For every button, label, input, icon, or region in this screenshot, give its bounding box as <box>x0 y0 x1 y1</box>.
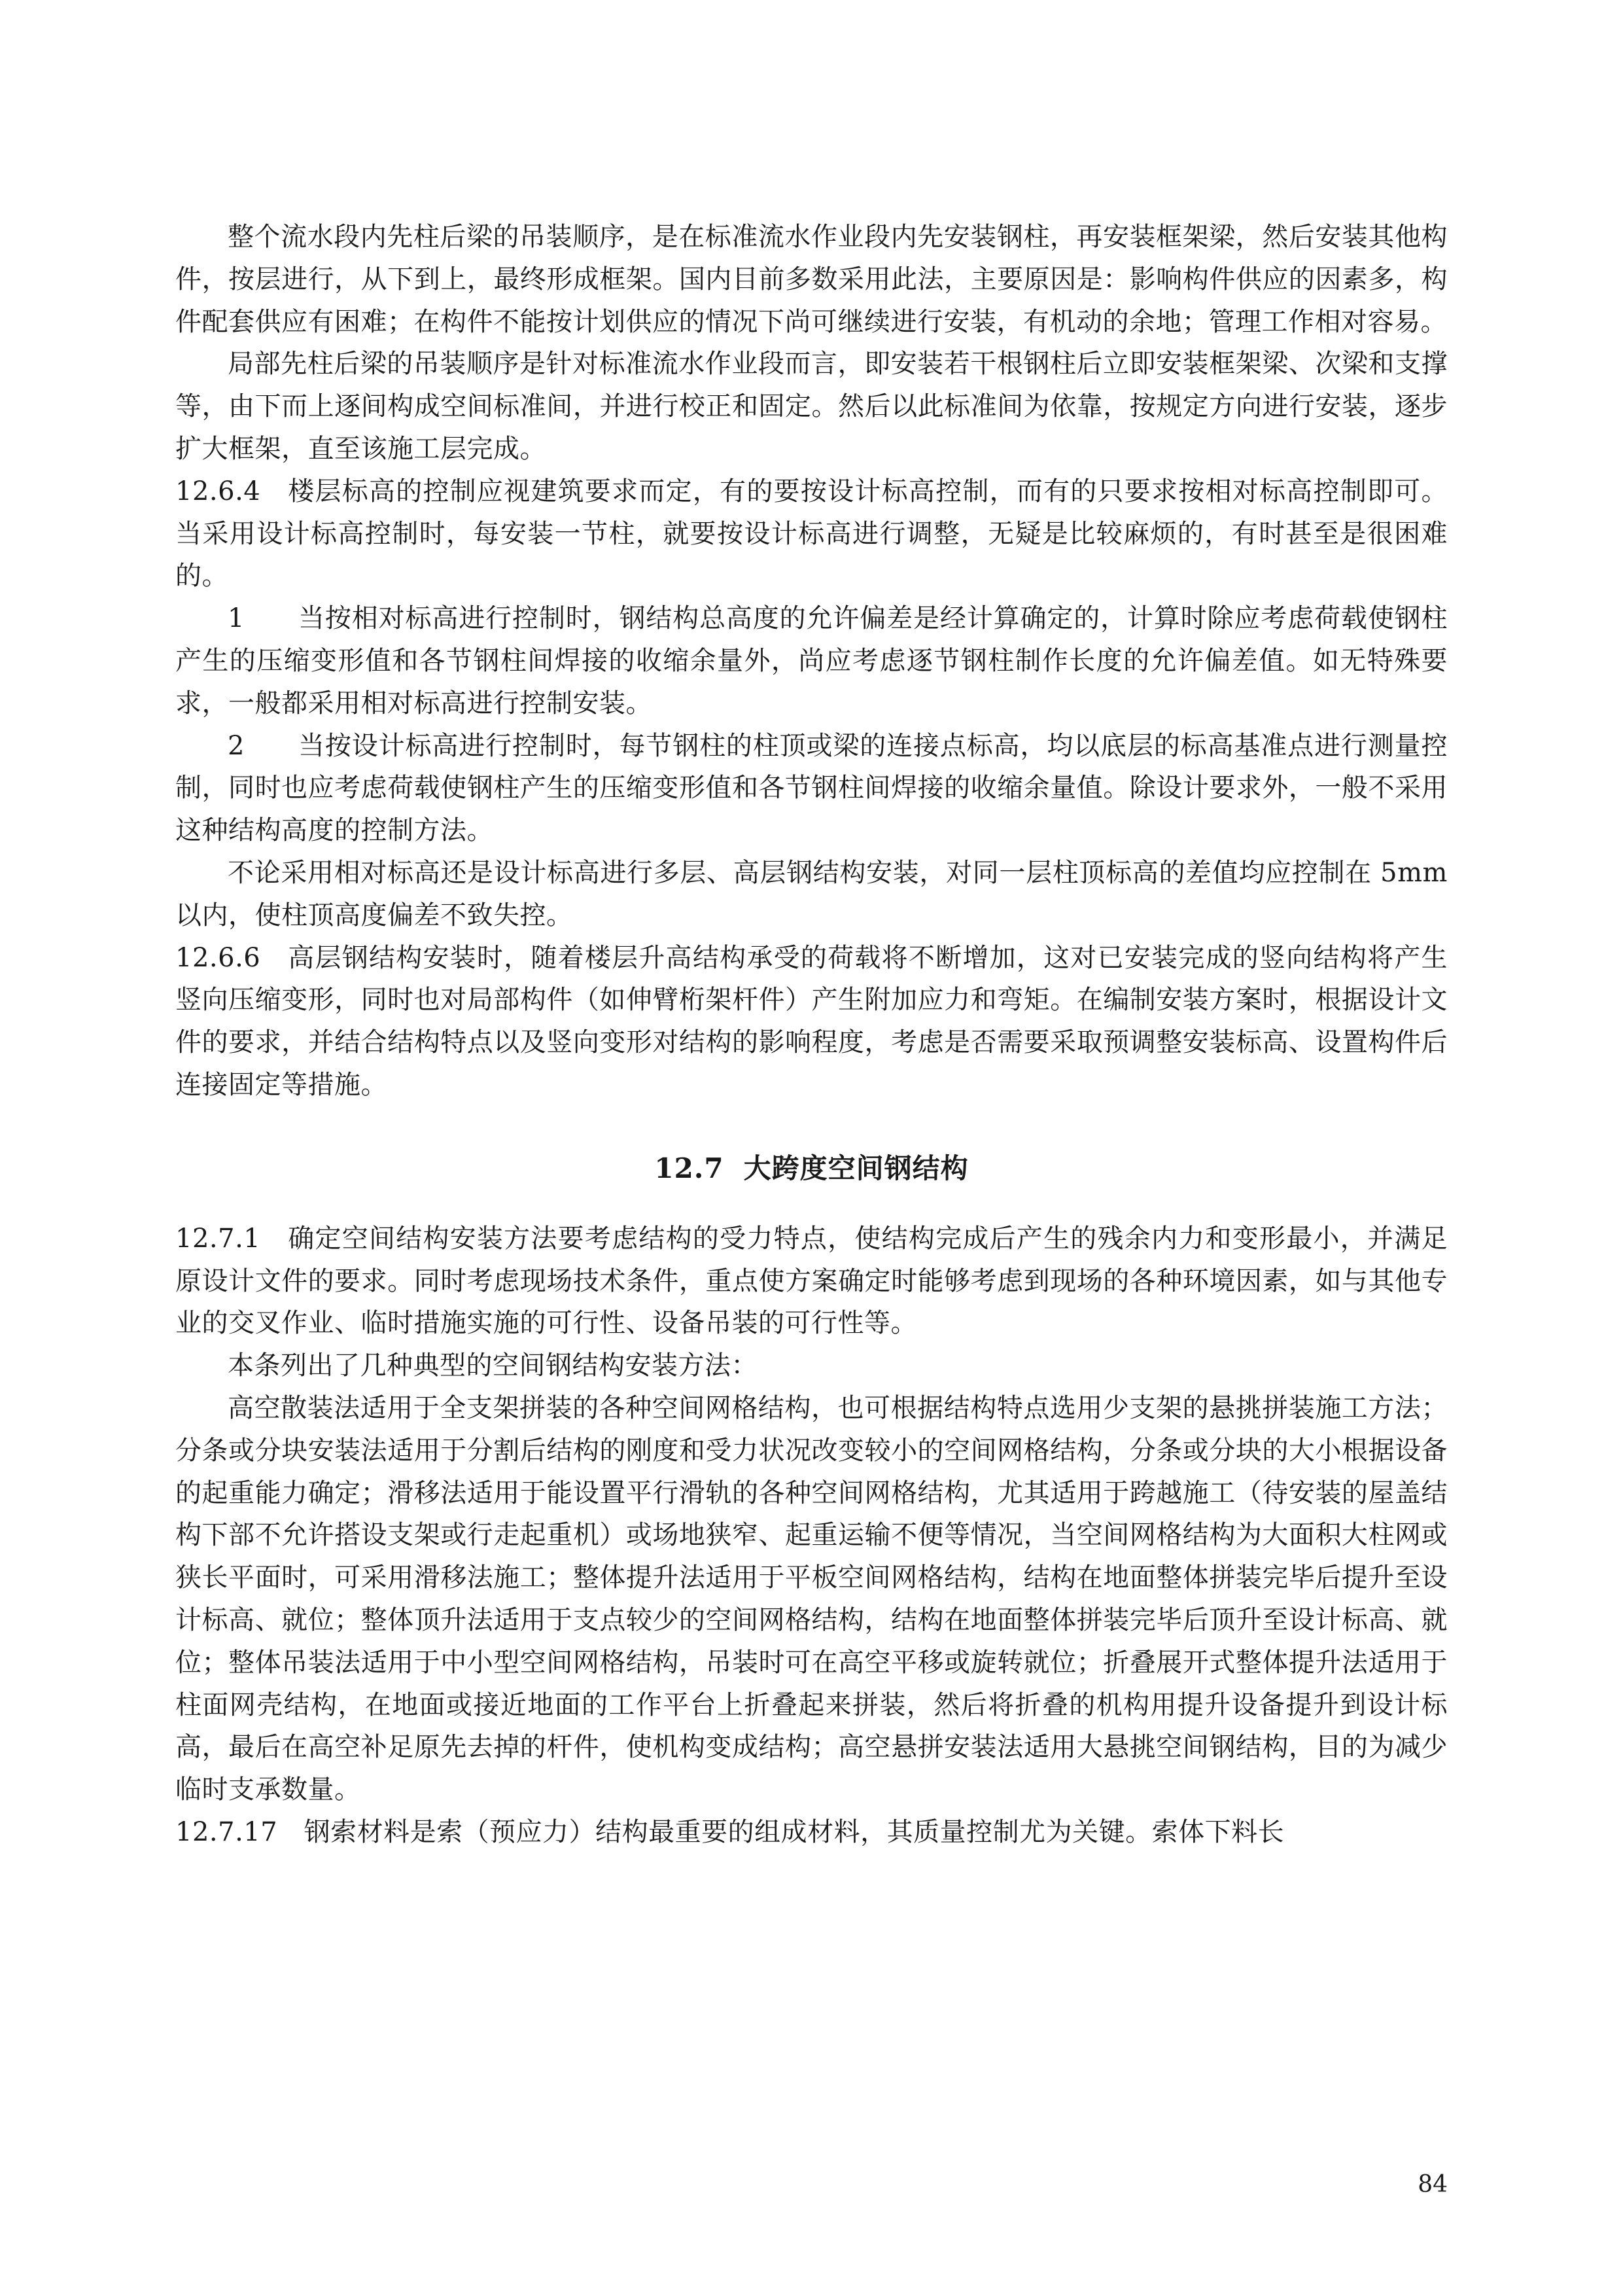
clause-12-7-1: 12.7.1 确定空间结构安装方法要考虑结构的受力特点，使结构完成后产生的残余内力和变形最小，并满足原设计文件的要求。同时考虑现场技术条件，重点使方案确定时能够考虑到现场的各种环境因素，如与其他专业的交叉作业、临时措施实施的可行性、设备吊装的可行性等。 <box>175 1223 1448 1339</box>
paragraph-tolerance-note: 不论采用相对标高还是设计标高进行多层、高层钢结构安装，对同一层柱顶标高的差值均应控制在 5mm 以内，使柱顶高度偏差不致失控。 <box>175 857 1448 930</box>
paragraph-2: 局部先柱后梁的吊装顺序是针对标准流水作业段而言，即安装若干根钢柱后立即安装框架梁、次梁和支撑等，由下而上逐间构成空间标准间，并进行校正和固定。然后以此标准间为依靠，按规定方向进行安装，逐步扩大框架，直至该施工层完成。 <box>175 349 1448 464</box>
clause-12-6-4-item-1: 1 当按相对标高进行控制时，钢结构总高度的允许偏差是经计算确定的，计算时除应考虑荷载使钢柱产生的压缩变形值和各节钢柱间焊接的收缩余量外，尚应考虑逐节钢柱制作长度的允许偏差值。如无特殊要求，一般都采用相对标高进行控制安装。 <box>175 603 1448 718</box>
clause-12-6-6: 12.6.6 高层钢结构安装时，随着楼层升高结构承受的荷载将不断增加，这对已安装完成的竖向结构将产生竖向压缩变形，同时也对局部构件（如伸臂桁架杆件）产生附加应力和弯矩。在编制安装方案时，根据设计文件的要求，并结合结构特点以及竖向变形对结构的影响程度，考虑是否需要采取预调整安装标高、设置构件后连接固定等措施。 <box>175 942 1448 1100</box>
page-content <box>175 216 1448 1854</box>
section-heading <box>175 1147 1448 1186</box>
page-number: 84 <box>1418 2171 1448 2198</box>
clause-12-7-17: 12.7.17 钢索材料是索（预应力）结构最重要的组成材料，其质量控制尤为关键。索体下料长 <box>175 1816 1285 1847</box>
section-heading-number: 12.7 <box>654 1152 724 1184</box>
paragraph-methods-body: 高空散装法适用于全支架拼装的各种空间网格结构，也可根据结构特点选用少支架的悬挑拼装施工方法；分条或分块安装法适用于分割后结构的刚度和受力状况改变较小的空间网格结构，分条或分块的大小根据设备的起重能力确定；滑移法适用于能设置平行滑轨的各种空间网格结构，尤其适用于跨越施工（待安装的屋盖结构下部不允许搭设支架或行走起重机）或场地狭窄、起重运输不便等情况，当空间网格结构为大面积大柱网或狭长平面时，可采用滑移法施工；整体提升法适用于平板空间网格结构，结构在地面整体拼装完毕后提升至设计标高、就位；整体顶升法适用于支点较少的空间网格结构，结构在地面整体拼装完毕后顶升至设计标高、就位；整体吊装法适用于中小型空间网格结构，吊装时可在高空平移或旋转就位；折叠展开式整体提升法适用于柱面网壳结构，在地面或接近地面的工作平台上折叠起来拼装，然后将折叠的机构用提升设备提升到设计标高，最后在高空补足原先去掉的杆件，使机构变成结构；高空悬拼安装法适用大悬挑空间钢结构，目的为减少临时支承数量。 <box>175 1392 1448 1805</box>
paragraph-1: 整个流水段内先柱后梁的吊装顺序，是在标准流水作业段内先安装钢柱，再安装框架梁，然后安装其他构件，按层进行，从下到上，最终形成框架。国内目前多数采用此法，主要原因是：影响构件供应的因素多，构件配套供应有困难；在构件不能按计划供应的情况下尚可继续进行安装，有机动的余地；管理工作相对容易。 <box>175 222 1448 337</box>
clause-12-6-4: 12.6.4 楼层标高的控制应视建筑要求而定，有的要按设计标高控制，而有的只要求按相对标高控制即可。当采用设计标高控制时，每安装一节柱，就要按设计标高进行调整，无疑是比较麻烦的，有时甚至是很困难的。 <box>175 476 1448 592</box>
paragraph-methods-intro: 本条列出了几种典型的空间钢结构安装方法： <box>228 1351 758 1381</box>
section-heading-title: 大跨度空间钢结构 <box>743 1152 969 1184</box>
clause-12-6-4-item-2: 2 当按设计标高进行控制时，每节钢柱的柱顶或梁的连接点标高，均以底层的标高基准点进行测量控制，同时也应考虑荷载使钢柱产生的压缩变形值和各节钢柱间焊接的收缩余量值。除设计要求外，一般不采用这种结构高度的控制方法。 <box>175 730 1448 846</box>
